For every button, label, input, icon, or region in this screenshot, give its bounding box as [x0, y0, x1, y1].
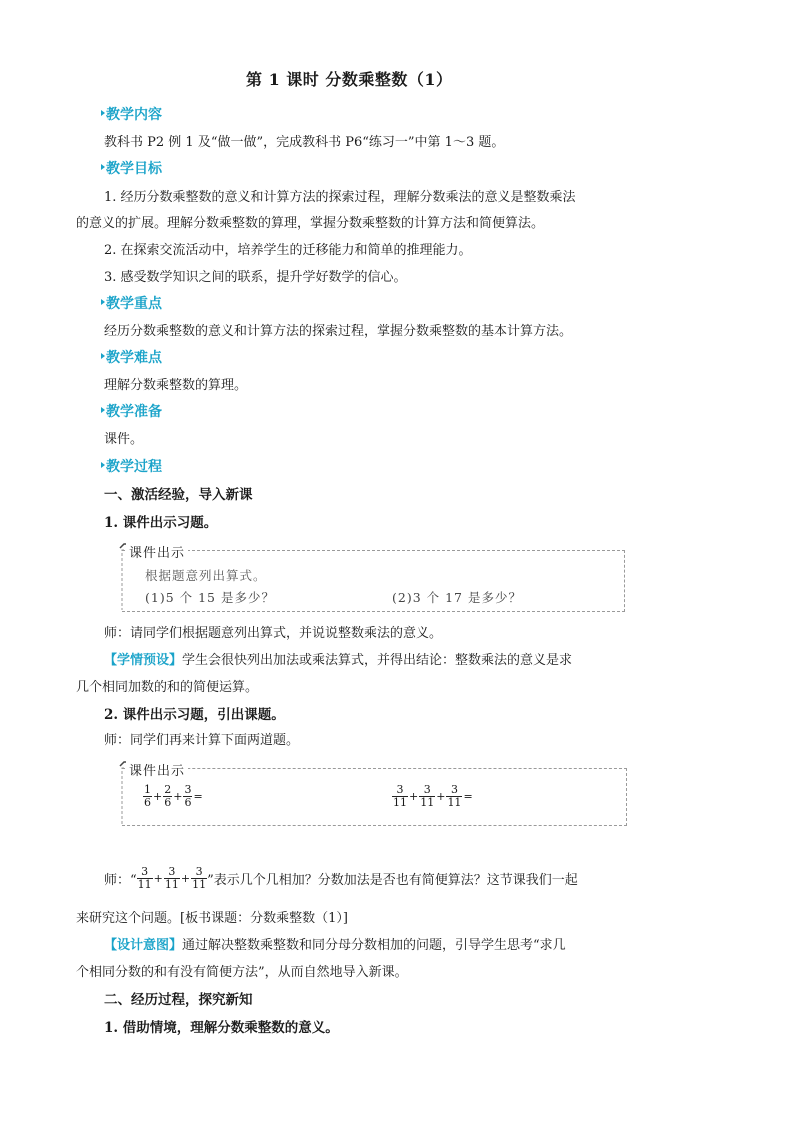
fraction: $\frac{1}{6}$: [144, 783, 151, 809]
box-2-label: 课件出示: [126, 760, 188, 779]
section-1-title: 一、激活经验，导入新课: [104, 487, 253, 503]
fraction: $\frac{3}{11}$: [447, 783, 462, 809]
fraction: $\frac{3}{11}$: [393, 783, 407, 809]
predict-line-2: 几个相同加数的和的简便运算。: [76, 680, 259, 695]
goal-1-line-1: 1. 经历分数乘整数的意义和计算方法的探索过程，理解分数乘法的意义是整数乘法: [104, 190, 576, 205]
heading-goals: 教学目标: [101, 158, 162, 178]
triangle-marker-icon: [101, 462, 105, 468]
box-1-question-2: (2)3 个 17 是多少？: [392, 590, 522, 605]
heading-prep: 教学准备: [101, 401, 162, 421]
goal-2: 2. 在探索交流活动中，培养学生的迁移能力和简单的推理能力。: [104, 243, 472, 258]
content-text: 教科书 P2 例 1 及“做一做”，完成教科书 P6“练习一”中第 1～3 题。: [104, 135, 505, 150]
box-1-label: 课件出示: [126, 542, 188, 561]
triangle-marker-icon: [101, 164, 105, 170]
key-text: 经历分数乘整数的意义和计算方法的探索过程，掌握分数乘整数的基本计算方法。: [104, 324, 573, 339]
fraction: $\frac{3}{11}$: [137, 865, 152, 891]
tag-design: 【设计意图】: [104, 938, 183, 953]
goal-1-line-2: 的意义的扩展。理解分数乘整数的算理，掌握分数乘整数的计算方法和简便算法。: [76, 216, 545, 231]
step-1: 1. 课件出示习题。: [104, 515, 218, 531]
step-3: 1. 借助情境，理解分数乘整数的意义。: [104, 1020, 339, 1036]
page-title: 第 1 课时 分数乘整数（1）: [246, 70, 453, 89]
difficulty-text: 理解分数乘整数的算理。: [104, 378, 248, 393]
box-1-question-1: (1)5 个 15 是多少？: [145, 590, 275, 605]
fraction: $\frac{2}{6}$: [164, 783, 172, 809]
heading-difficulty: 教学难点: [101, 347, 162, 367]
box-1-prompt: 根据题意列出算式。: [145, 568, 267, 583]
expression-1: $\frac{1}{6}$ + $\frac{2}{6}$ + $\frac{3}{6}$ =: [144, 783, 203, 809]
teacher-line-3: 师：“ $\frac{3}{11}$ + $\frac{3}{11}$ + $\frac{3}{11}$ ”表示几个几相加？分数加法是否也有简便算法？这节课我们一起: [104, 865, 578, 891]
teacher-line-2: 师：同学们再来计算下面两道题。: [104, 733, 300, 748]
prep-text: 课件。: [104, 432, 144, 447]
teacher-line-3-cont: 来研究这个问题。[板书课题：分数乘整数（1）]: [76, 911, 348, 926]
fraction: $\frac{3}{11}$: [164, 865, 179, 891]
heading-process: 教学过程: [101, 456, 162, 476]
fraction: $\frac{3}{6}$: [184, 783, 192, 809]
triangle-marker-icon: [101, 299, 105, 305]
teacher-line-1: 师：请同学们根据题意列出算式，并说说整数乘法的意义。: [104, 626, 443, 641]
design-line-2: 个相同分数的和有没有简便方法”，从而自然地导入新课。: [76, 965, 408, 980]
goal-3: 3. 感受数学知识之间的联系，提升学好数学的信心。: [104, 270, 407, 285]
tag-predict: 【学情预设】: [104, 653, 183, 668]
expression-2: $\frac{3}{11}$ + $\frac{3}{11}$ + $\frac{3}{11}$ =: [393, 783, 473, 809]
design-line-1: 【设计意图】通过解决整数乘整数和同分母分数相加的问题，引导学生思考“求几: [104, 938, 566, 953]
predict-line-1: 【学情预设】学生会很快列出加法或乘法算式，并得出结论：整数乘法的意义是求: [104, 653, 573, 668]
triangle-marker-icon: [101, 110, 105, 116]
step-2: 2. 课件出示习题，引出课题。: [104, 707, 285, 723]
heading-content: 教学内容: [101, 104, 162, 124]
heading-key: 教学重点: [101, 293, 162, 313]
section-2-title: 二、经历过程，探究新知: [104, 992, 253, 1008]
triangle-marker-icon: [101, 353, 105, 359]
fraction: $\frac{3}{11}$: [420, 783, 435, 809]
triangle-marker-icon: [101, 407, 105, 413]
fraction: $\frac{3}{11}$: [192, 865, 207, 891]
